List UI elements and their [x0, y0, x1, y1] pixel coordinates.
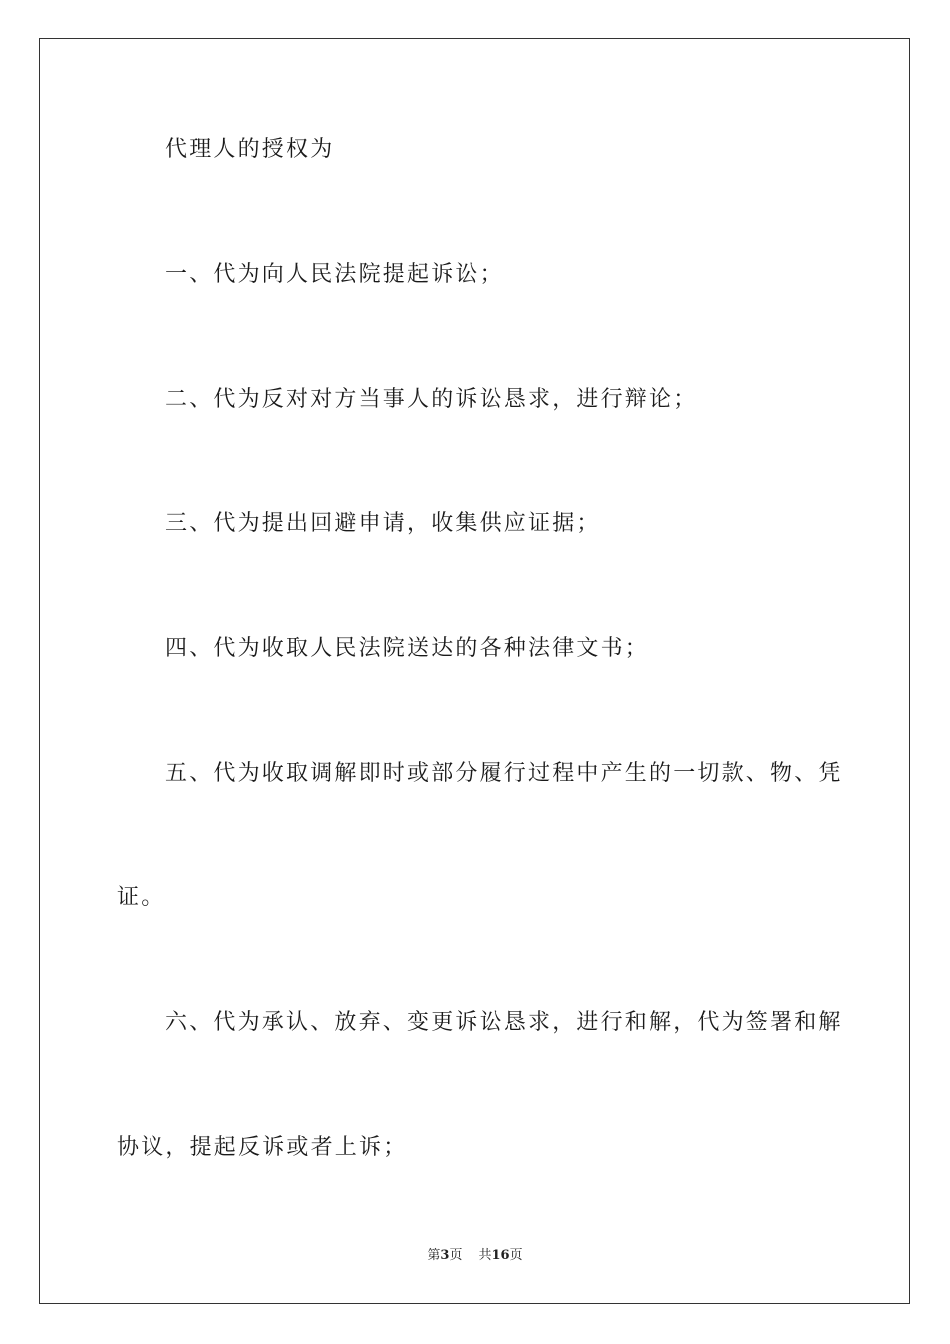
- clause-1: 一、代为向人民法院提起诉讼；: [165, 262, 504, 287]
- clause-5-line-1: 五、代为收取调解即时或部分履行过程中产生的一切款、物、凭: [165, 761, 843, 786]
- page-footer: [0, 1248, 950, 1264]
- page-prefix: 第: [427, 1248, 441, 1263]
- clause-6-line-2: 协议，提起反诉或者上诉；: [117, 1135, 408, 1160]
- clause-5-line-2: 证。: [117, 885, 166, 910]
- page-frame: [39, 38, 910, 1304]
- total-pages: 16: [491, 1248, 510, 1263]
- page-suffix: 页: [449, 1248, 463, 1263]
- clause-3: 三、代为提出回避申请，收集供应证据；: [165, 511, 601, 536]
- clause-4: 四、代为收取人民法院送达的各种法律文书；: [165, 636, 650, 661]
- clause-6-line-1: 六、代为承认、放弃、变更诉讼恳求，进行和解，代为签署和解: [165, 1010, 843, 1035]
- total-suffix: 页: [509, 1248, 523, 1263]
- page-number: 3: [440, 1248, 450, 1263]
- total-prefix: 共: [478, 1248, 492, 1263]
- clause-2: 二、代为反对对方当事人的诉讼恳求，进行辩论；: [165, 387, 698, 412]
- authorization-heading: 代理人的授权为: [165, 137, 335, 162]
